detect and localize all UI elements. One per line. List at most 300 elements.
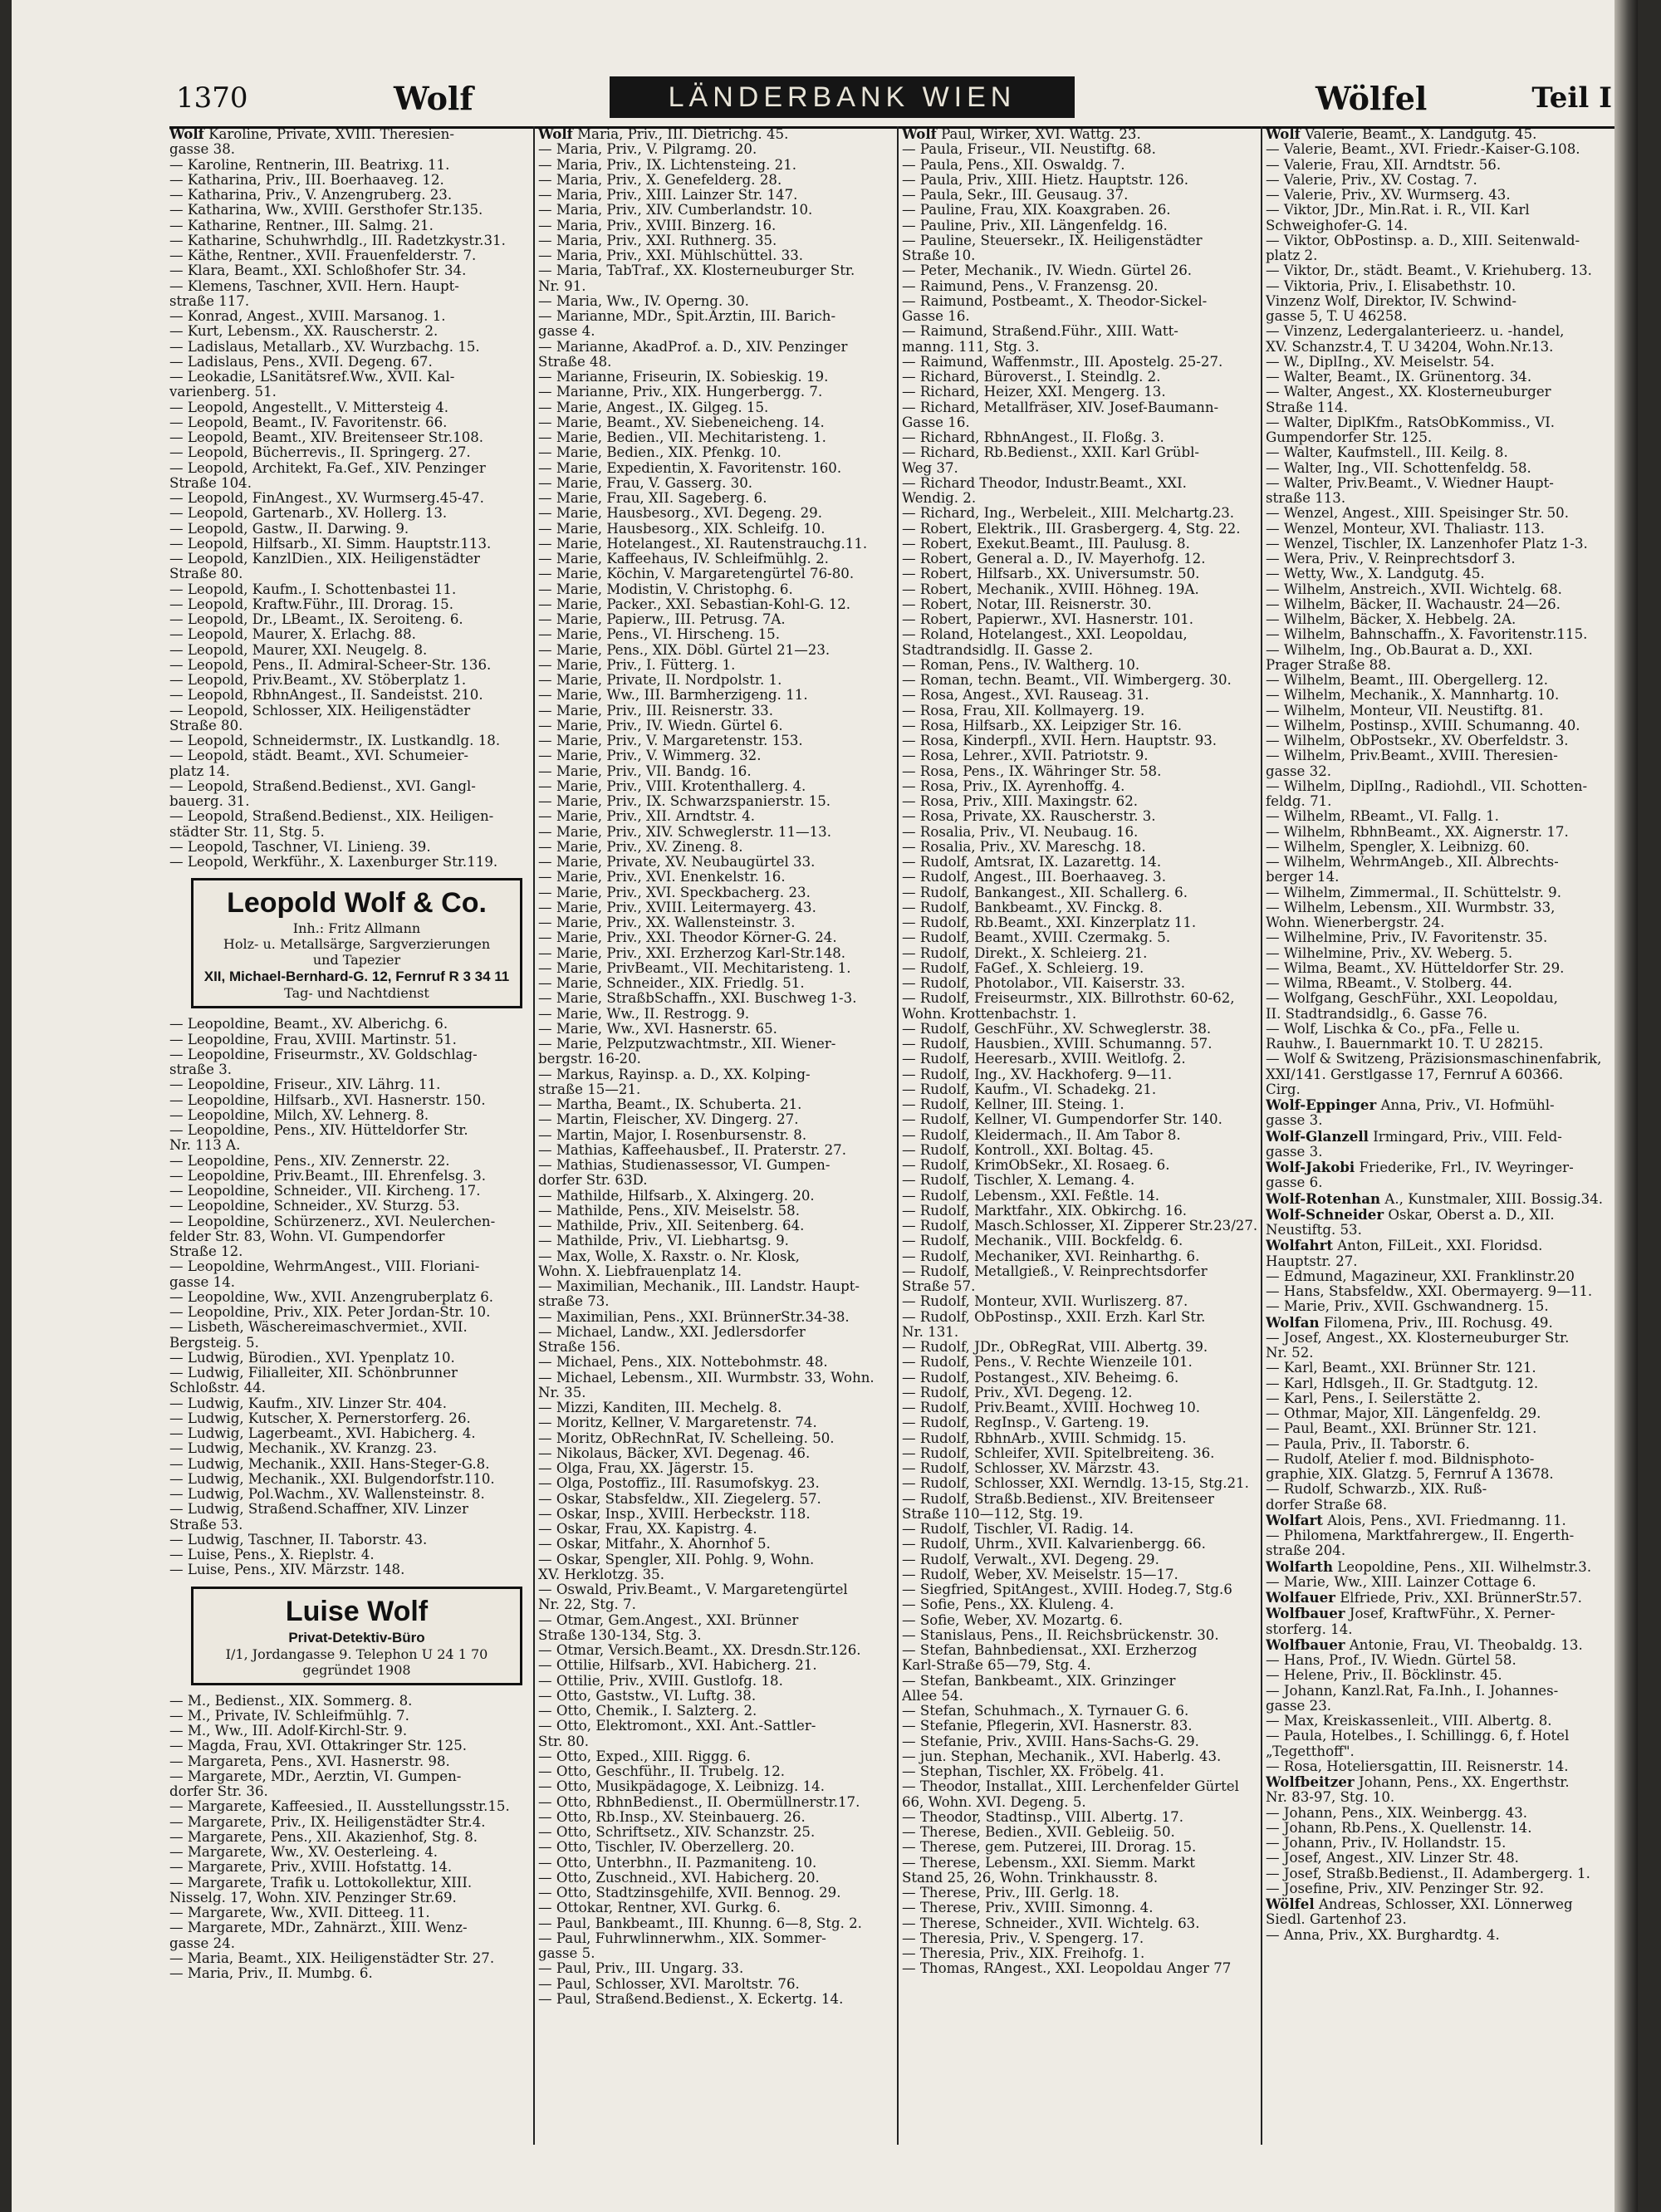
directory-entry: — Oskar, Stabsfeldw., XII. Ziegelerg. 57. bbox=[538, 1491, 821, 1507]
directory-entry: — Leopold, RbhnAngest., II. Sandeistst. 210. bbox=[169, 688, 483, 704]
directory-entry: — Leopold, Schlosser, XIX. Heiligenstädter bbox=[169, 703, 471, 719]
ad-line: I/1, Jordangasse 9. Telephon U 24 1 70 bbox=[225, 1646, 488, 1662]
directory-entry: — Leopold, Straßend.Bedienst., XVI. Gangl- bbox=[169, 778, 476, 794]
directory-entry: — Johann, Rb.Pens., X. Quellenstr. 14. bbox=[1266, 1820, 1532, 1836]
ad-line: Tag- und Nachtdienst bbox=[284, 985, 429, 1002]
directory-entry: — Katharina, Priv., III. Boerhaaveg. 12. bbox=[169, 172, 444, 188]
directory-entry: — Othmar, Major, XII. Längenfeldg. 29. bbox=[1266, 1406, 1541, 1421]
directory-entry: — Raimund, Postbeamt., X. Theodor-Sickel- bbox=[902, 293, 1208, 309]
directory-entry: — Olga, Postoffiz., III. Rasumofskyg. 23. bbox=[538, 1476, 820, 1492]
directory-entry: — Nikolaus, Bäcker, XVI. Degenag. 46. bbox=[538, 1445, 811, 1461]
directory-entry: — M., Private, IV. Schleifmühlg. 7. bbox=[169, 1708, 409, 1724]
directory-entry: — Marianne, Priv., XIX. Hungerbergg. 7. bbox=[538, 385, 823, 400]
directory-entry: — Ladislaus, Pens., XVII. Degeng. 67. bbox=[169, 354, 433, 370]
directory-entry: — Ludwig, Pol.Wachm., XV. Wallensteinstr. 8. bbox=[169, 1487, 485, 1502]
directory-entry: Rauhw., I. Bauernmarkt 10. T. U 28215. bbox=[1266, 1037, 1544, 1052]
directory-entry: — Paula, Hotelbes., I. Schillingg. 6, f. Hotel bbox=[1266, 1729, 1570, 1744]
directory-entry: Cirg. bbox=[1266, 1081, 1301, 1097]
running-head-left: Wolf bbox=[394, 80, 473, 117]
directory-entry: — Rudolf, KrimObSekr., XI. Rosaeg. 6. bbox=[902, 1158, 1170, 1173]
directory-entry: Nr. 35. bbox=[538, 1385, 586, 1400]
directory-entry: — Leopold, Taschner, VI. Linieng. 39. bbox=[169, 839, 431, 855]
directory-entry: — Wolf & Switzeng, Präzisionsmaschinenfabrik, bbox=[1266, 1052, 1602, 1067]
directory-entry: gasse 24. bbox=[169, 1935, 236, 1951]
directory-entry: — Maria, Priv., X. Genefelderg. 28. bbox=[538, 172, 782, 188]
directory-entry: — Rudolf, Schleifer, XVII. Spitelbreiteng. 36. bbox=[902, 1445, 1215, 1461]
directory-entry: — Raimund, Pens., V. Franzensg. 20. bbox=[902, 278, 1159, 294]
directory-entry: — Marie, Angest., IX. Gilgeg. 15. bbox=[538, 400, 769, 415]
directory-entry: gasse 32. bbox=[1266, 763, 1332, 779]
directory-entry: — Leopoldine, Ww., XVII. Anzengruberplatz 6. bbox=[169, 1289, 494, 1305]
directory-entry: — Moritz, Kellner, V. Margaretenstr. 74. bbox=[538, 1415, 817, 1431]
directory-entry: — Josef, Angest., XX. Klosterneuburger Str. bbox=[1266, 1330, 1570, 1346]
directory-entry: — Marie, Priv., XIV. Schweglerstr. 11—13. bbox=[538, 824, 831, 840]
directory-entry: Wolfahrt Anton, FilLeit., XXI. Floridsd. bbox=[1266, 1238, 1543, 1254]
directory-entry: — Rosalia, Priv., VI. Neubaug. 16. bbox=[902, 824, 1139, 840]
directory-entry: — Leopold, Maurer, X. Erlachg. 88. bbox=[169, 627, 416, 643]
directory-entry: — Mathilde, Priv., VI. Liebhartsg. 9. bbox=[538, 1234, 789, 1249]
directory-entry: — Johann, Kanzl.Rat, Fa.Inh., I. Johannes- bbox=[1266, 1683, 1559, 1699]
directory-entry: — Viktoria, Priv., I. Elisabethstr. 10. bbox=[1266, 278, 1516, 294]
directory-entry: Straße 57. bbox=[902, 1279, 976, 1294]
directory-entry: — Wilhelm, Bäcker, II. Wachaustr. 24—26. bbox=[1266, 596, 1561, 612]
directory-entry: — Marie, Ww., XIII. Lainzer Cottage 6. bbox=[1266, 1574, 1536, 1590]
directory-entry: — Marie, Priv., I. Fütterg. 1. bbox=[538, 657, 736, 673]
directory-entry: — Otto, Unterbhn., II. Pazmaniteng. 10. bbox=[538, 1855, 817, 1871]
directory-entry: — Karoline, Rentnerin, III. Beatrixg. 11. bbox=[169, 157, 450, 173]
directory-entry: straße 204. bbox=[1266, 1543, 1346, 1559]
directory-entry: — Paula, Priv., XIII. Hietz. Hauptstr. 126. bbox=[902, 172, 1188, 188]
directory-entry: — Stefan, Schuhmach., X. Tyrnauer G. 6. bbox=[902, 1704, 1189, 1719]
directory-entry: — Leopoldine, Friseur., XIV. Lährg. 11. bbox=[169, 1077, 441, 1093]
directory-entry: — Olga, Frau, XX. Jägerstr. 15. bbox=[538, 1461, 754, 1476]
directory-entry: — Rudolf, Priv.Beamt., XVIII. Hochweg 10. bbox=[902, 1400, 1201, 1415]
directory-entry: — Leopoldine, Hilfsarb., XVI. Hasnerstr. 150. bbox=[169, 1092, 486, 1108]
directory-entry: — Rudolf, Pens., V. Rechte Wienzeile 101. bbox=[902, 1355, 1193, 1371]
directory-entry: — Michael, Pens., XIX. Nottebohmstr. 48. bbox=[538, 1355, 828, 1371]
directory-entry: — Leopold, Priv.Beamt., XV. Stöberplatz 1. bbox=[169, 673, 467, 688]
directory-entry: — Rudolf, Lebensm., XXI. Feßtle. 14. bbox=[902, 1188, 1160, 1204]
directory-entry: — Leopoldine, Friseurmstr., XV. Goldschlag- bbox=[169, 1047, 478, 1062]
directory-entry: — Sofie, Weber, XV. Mozartg. 6. bbox=[902, 1612, 1123, 1628]
directory-entry: — Otto, Elektromont., XXI. Ant.-Sattler- bbox=[538, 1719, 816, 1734]
directory-entry: — Walter, DiplKfm., RatsObKommiss., VI. bbox=[1266, 414, 1556, 430]
directory-entry: — Rudolf, Kleidermach., II. Am Tabor 8. bbox=[902, 1127, 1181, 1143]
directory-entry: — Wenzel, Tischler, IX. Lanzenhofer Platz 1-3. bbox=[1266, 536, 1588, 552]
directory-entry: — Rosa, Hoteliersgattin, III. Reisnerstr. 14. bbox=[1266, 1758, 1569, 1774]
directory-entry: Wolf-Rotenhan A., Kunstmaler, XIII. Bossig.34. bbox=[1266, 1190, 1604, 1207]
directory-entry: — Martin, Major, I. Rosenbursenstr. 8. bbox=[538, 1127, 807, 1143]
directory-entry: Schloßstr. 44. bbox=[169, 1381, 266, 1396]
directory-entry: — Klemens, Taschner, XVII. Hern. Haupt- bbox=[169, 278, 459, 294]
directory-entry: — Rudolf, Kontroll., XXI. Boltag. 45. bbox=[902, 1142, 1154, 1158]
directory-entry: — Rudolf, Tischler, X. Lemang. 4. bbox=[902, 1173, 1135, 1189]
directory-entry: Wendig. 2. bbox=[902, 491, 977, 506]
directory-entry: — Marie, Beamt., XV. Siebeneicheng. 14. bbox=[538, 414, 825, 430]
ad-title: Luise Wolf bbox=[285, 1595, 429, 1627]
directory-entry: — Paula, Pens., XII. Oswaldg. 7. bbox=[902, 157, 1125, 173]
directory-entry: — Ludwig, Kaufm., XIV. Linzer Str. 404. bbox=[169, 1395, 447, 1411]
directory-entry: straße 73. bbox=[538, 1294, 610, 1310]
directory-entry: — Therese, gem. Putzerei, III. Drorag. 15. bbox=[902, 1840, 1197, 1856]
directory-entry: Wolfan Filomena, Priv., III. Rochusg. 49. bbox=[1266, 1314, 1553, 1331]
directory-entry: — Ludwig, Lagerbeamt., XVI. Habicherg. 4. bbox=[169, 1426, 476, 1441]
directory-entry: — Paul, Bankbeamt., III. Khunng. 6—8, Stg. 2. bbox=[538, 1915, 862, 1931]
directory-entry: Gumpendorfer Str. 125. bbox=[1266, 430, 1433, 445]
directory-entry: — Ladislaus, Metallarb., XV. Wurzbachg. 15. bbox=[169, 339, 480, 355]
directory-entry: — Marianne, MDr., Spit.Ärztin, III. Barich- bbox=[538, 309, 836, 324]
directory-entry: — Oswald, Priv.Beamt., V. Margaretengürtel bbox=[538, 1582, 848, 1597]
directory-entry: — Stanislaus, Pens., II. Reichsbrückenstr. 30. bbox=[902, 1627, 1219, 1643]
directory-entry: — Maria, Priv., IX. Lichtensteing. 21. bbox=[538, 157, 797, 173]
directory-entry: — Therese, Lebensm., XXI. Siemm. Markt bbox=[902, 1855, 1195, 1871]
directory-entry: — Marie, Ww., II. Restrogg. 9. bbox=[538, 1006, 750, 1022]
directory-entry: — Marie, Priv., XX. Wallensteinstr. 3. bbox=[538, 915, 796, 930]
directory-entry: — Marie, Priv., III. Reisnerstr. 33. bbox=[538, 703, 774, 719]
directory-entry: — Wilhelm, Mechanik., X. Mannhartg. 10. bbox=[1266, 688, 1560, 704]
directory-entry: — Ludwig, Kutscher, X. Pernerstorferg. 26. bbox=[169, 1410, 471, 1426]
directory-entry: — Wilhelm, Ing., Ob.Baurat a. D., XXI. bbox=[1266, 642, 1533, 658]
directory-entry: gasse 3. bbox=[1266, 1113, 1323, 1129]
column-3 bbox=[897, 126, 1260, 2145]
directory-entry: — Siegfried, SpitAngest., XVIII. Hodeg.7, Stg.6 bbox=[902, 1582, 1232, 1597]
directory-entry: — Leopoldine, Priv., XIX. Peter Jordan-Str. 10. bbox=[169, 1305, 491, 1320]
directory-entry: — Wenzel, Monteur, XVI. Thaliastr. 113. bbox=[1266, 521, 1545, 537]
directory-entry: Straße 114. bbox=[1266, 400, 1348, 415]
directory-entry: — Kurt, Lebensm., XX. Rauscherstr. 2. bbox=[169, 324, 439, 340]
directory-entry: — Viktor, Dr., städt. Beamt., V. Kriehuberg. 13. bbox=[1266, 263, 1592, 279]
directory-entry: — Rosalia, Priv., XV. Mareschg. 18. bbox=[902, 839, 1146, 855]
directory-entry: — Max, Wolle, X. Raxstr. o. Nr. Klosk, bbox=[538, 1248, 800, 1264]
directory-entry: Karl-Straße 65—79, Stg. 4. bbox=[902, 1658, 1091, 1674]
directory-entry: — Martha, Beamt., IX. Schuberta. 21. bbox=[538, 1097, 802, 1112]
directory-entry: — Marie, Priv., XXI. Erzherzog Karl-Str.148. bbox=[538, 945, 846, 961]
directory-entry: — Leopoldine, Schneider., VII. Kircheng. 17. bbox=[169, 1184, 481, 1199]
ad-line: Holz- u. Metallsärge, Sargverzierungen bbox=[223, 936, 491, 953]
directory-entry: — Roman, techn. Beamt., VII. Wimbergerg. 30. bbox=[902, 673, 1232, 688]
directory-entry: — Theodor, Installat., XIII. Lerchenfelder Gürtel bbox=[902, 1779, 1239, 1795]
directory-entry: — W., DiplIng., XV. Meiselstr. 54. bbox=[1266, 354, 1495, 370]
directory-entry: — Pauline, Priv., XII. Längenfeldg. 16. bbox=[902, 218, 1168, 233]
directory-entry: — Johann, Priv., IV. Hollandstr. 15. bbox=[1266, 1836, 1507, 1851]
directory-entry: — Therese, Schneider., XVII. Wichtelg. 63. bbox=[902, 1915, 1200, 1931]
directory-entry: — Markus, Rayinsp. a. D., XX. Kolping- bbox=[538, 1067, 811, 1082]
directory-entry: Wolf Valerie, Beamt., X. Landgutg. 45. bbox=[1266, 126, 1537, 142]
directory-entry: — Otto, Schriftsetz., XIV. Schanzstr. 25. bbox=[538, 1825, 816, 1840]
directory-entry: — Wilhelmine, Priv., IV. Favoritenstr. 35. bbox=[1266, 930, 1548, 946]
page-number: 1370 bbox=[176, 81, 248, 115]
directory-entry: Straße 110—112, Stg. 19. bbox=[902, 1506, 1084, 1522]
directory-entry: — Marie, Köchin, V. Margaretengürtel 76-80. bbox=[538, 566, 855, 582]
directory-entry: — jun. Stephan, Mechanik., XVI. Haberlg. 43. bbox=[902, 1749, 1222, 1764]
directory-entry: Nr. 113 A. bbox=[169, 1138, 241, 1154]
directory-page bbox=[12, 0, 1638, 2212]
directory-entry: — Ludwig, Bürodien., XVI. Ypenplatz 10. bbox=[169, 1350, 455, 1366]
directory-entry: — Marie, Private, II. Nordpolstr. 1. bbox=[538, 673, 782, 688]
directory-entry: Allee 54. bbox=[902, 1688, 963, 1704]
directory-entry: — Otto, Rb.Insp., XV. Steinbauerg. 26. bbox=[538, 1809, 806, 1825]
directory-entry: — Margarete, Priv., IX. Heiligenstädter Str.4. bbox=[169, 1814, 486, 1830]
directory-entry: — Ottokar, Rentner, XVI. Gurkg. 6. bbox=[538, 1901, 782, 1916]
directory-entry: — Marie, Priv., IX. Schwarzspanierstr. 15. bbox=[538, 794, 831, 809]
directory-entry: — Robert, Elektrik., III. Grasbergerg. 4, Stg. 22. bbox=[902, 521, 1241, 537]
directory-entry: — Rudolf, Photolabor., VII. Kaiserstr. 33. bbox=[902, 976, 1186, 991]
directory-entry: — Rudolf, Ing., XV. Hackhoferg. 9—11. bbox=[902, 1067, 1173, 1082]
directory-entry: — Marie, Pelzputzwachtmstr., XII. Wiener- bbox=[538, 1037, 836, 1052]
directory-entry: — Leopold, KanzlDien., XIX. Heiligenstädter bbox=[169, 552, 480, 566]
directory-entry: — Paula, Friseur., VII. Neustiftg. 68. bbox=[902, 142, 1156, 158]
directory-entry: — Richard, Rb.Bedienst., XXII. Karl Grübl- bbox=[902, 445, 1199, 461]
directory-entry: — Rudolf, Schlosser, XXI. Werndlg. 13-15, Stg.21. bbox=[902, 1476, 1249, 1492]
directory-entry: — Hans, Stabsfeldw., XXI. Obermayerg. 9—11. bbox=[1266, 1284, 1593, 1299]
directory-entry: — Rudolf, Atelier f. mod. Bildnisphoto- bbox=[1266, 1451, 1535, 1467]
directory-entry: Straße 48. bbox=[538, 354, 612, 370]
directory-entry: — Leopold, FinAngest., XV. Wurmserg.45-47. bbox=[169, 491, 484, 506]
directory-entry: — Marie, Pens., VI. Hirscheng. 15. bbox=[538, 627, 780, 643]
directory-entry: — Josef, Angest., XIV. Linzer Str. 48. bbox=[1266, 1851, 1519, 1866]
directory-entry: — Otto, Geschführ., II. Trubelg. 12. bbox=[538, 1764, 786, 1779]
directory-entry: — Marie, Frau, XII. Sageberg. 6. bbox=[538, 491, 767, 506]
directory-entry: graphie, XIX. Glatzg. 5, Fernruf A 13678. bbox=[1266, 1467, 1554, 1482]
directory-entry: — Ludwig, Mechanik., XXII. Hans-Steger-G.8. bbox=[169, 1456, 490, 1472]
directory-entry: — Marie, Private, XV. Neubaugürtel 33. bbox=[538, 855, 816, 870]
directory-entry: Wolfbeitzer Johann, Pens., XX. Engerthstr. bbox=[1266, 1774, 1570, 1790]
directory-entry: — Leopold, Kaufm., I. Schottenbastei 11. bbox=[169, 581, 457, 597]
directory-entry: Straße 12. bbox=[169, 1244, 243, 1259]
directory-entry: — Marie, Hotelangest., XI. Rautenstrauchg.11. bbox=[538, 536, 868, 552]
directory-entry: 66, Wohn. XVI. Degeng. 5. bbox=[902, 1794, 1086, 1810]
directory-entry: Schweighofer-G. 14. bbox=[1266, 218, 1409, 233]
directory-entry: — Mizzi, Kanditen, III. Mechelg. 8. bbox=[538, 1400, 782, 1415]
directory-entry: Neustiftg. 53. bbox=[1266, 1223, 1362, 1238]
directory-entry: — Vinzenz, Ledergalanterieerz. u. -handel, bbox=[1266, 324, 1565, 340]
directory-entry: — Leopold, Beamt., XIV. Breitenseer Str.108. bbox=[169, 430, 484, 445]
directory-entry: — Katharina, Priv., V. Anzengruberg. 23. bbox=[169, 188, 453, 203]
directory-entry: — Marie, Priv., XII. Arndtstr. 4. bbox=[538, 809, 756, 825]
directory-entry: — Marie, Priv., V. Wimmerg. 32. bbox=[538, 748, 762, 764]
directory-entry: — Marie, Pens., XIX. Döbl. Gürtel 21—23. bbox=[538, 642, 830, 658]
directory-entry: — Richard, Heizer, XXI. Mengerg. 13. bbox=[902, 385, 1166, 400]
directory-entry: Stadtrandsidlg. II. Gasse 2. bbox=[902, 642, 1094, 658]
directory-entry: Weg 37. bbox=[902, 460, 958, 476]
directory-entry: — Rudolf, Verwalt., XVI. Degeng. 29. bbox=[902, 1552, 1159, 1567]
directory-entry: — Rosa, Lehrer., XVII. Patriotstr. 9. bbox=[902, 748, 1149, 764]
directory-entry: — Leopold, Beamt., IV. Favoritenstr. 66. bbox=[169, 414, 448, 430]
directory-entry: gasse 6. bbox=[1266, 1175, 1323, 1191]
directory-entry: — Marie, Priv., V. Margaretenstr. 153. bbox=[538, 733, 803, 748]
part-label: Teil I bbox=[1531, 81, 1612, 115]
directory-entry: dorfer Str. 63D. bbox=[538, 1173, 648, 1189]
directory-entry: Wolf-Glanzell Irmingard, Priv., VIII. Feld- bbox=[1266, 1128, 1562, 1145]
column-1 bbox=[169, 126, 531, 2145]
directory-entry: — Marie, PrivBeamt., VII. Mechitaristeng. 1. bbox=[538, 960, 851, 976]
directory-entry: — Roland, Hotelangest., XXI. Leopoldau, bbox=[902, 627, 1188, 643]
directory-entry: — Marianne, Friseurin, IX. Sobieskig. 19. bbox=[538, 370, 829, 385]
directory-entry: — Marie, Bedien., XIX. Pfenkg. 10. bbox=[538, 445, 782, 461]
directory-entry: Wolf-Jakobi Friederike, Frl., IV. Weyringer- bbox=[1266, 1160, 1574, 1175]
directory-entry: — Otto, Musikpädagoge, X. Leibnizg. 14. bbox=[538, 1779, 825, 1795]
directory-entry: — Maria, Priv., V. Pilgramg. 20. bbox=[538, 142, 757, 158]
directory-entry: — Rudolf, Rb.Beamt., XXI. Kinzerplatz 11. bbox=[902, 915, 1197, 930]
directory-entry: — Ludwig, Straßend.Schaffner, XIV. Linzer bbox=[169, 1502, 468, 1518]
directory-entry: Wolfart Alois, Pens., XVI. Friedmanng. 11. bbox=[1266, 1512, 1566, 1528]
directory-entry: — Paul, Schlosser, XVI. Maroltstr. 76. bbox=[538, 1976, 800, 1992]
directory-entry: — Rudolf, Monteur, XVII. Wurliszerg. 87. bbox=[902, 1294, 1188, 1310]
directory-entry: — Karl, Beamt., XXI. Brünner Str. 121. bbox=[1266, 1361, 1536, 1376]
directory-entry: — Otto, Chemik., I. Salzterg. 2. bbox=[538, 1704, 757, 1719]
directory-entry: — Robert, Mechanik., XVIII. Höhneg. 19A. bbox=[902, 581, 1199, 597]
directory-entry: — Mathilde, Hilfsarb., X. Alxingerg. 20. bbox=[538, 1188, 815, 1204]
directory-entry: XXI/141. Gerstlgasse 17, Fernruf A 60366. bbox=[1266, 1067, 1564, 1082]
column-4 bbox=[1261, 126, 1624, 2145]
directory-entry: — Maximilian, Mechanik., III. Landstr. Haupt- bbox=[538, 1279, 860, 1294]
luise-wolf-advertisement bbox=[191, 1587, 522, 1685]
directory-entry: — Leopoldine, Schürzenerz., XVI. Neulerchen- bbox=[169, 1214, 496, 1229]
directory-entry: Straße 156. bbox=[538, 1340, 620, 1355]
directory-entry: — Robert, Papierwr., XVI. Hasnerstr. 101. bbox=[902, 612, 1194, 627]
directory-entry: — Marie, Priv., IV. Wiedn. Gürtel 6. bbox=[538, 718, 783, 733]
directory-entry: — Rudolf, RbhnArb., XVIII. Schmidg. 15. bbox=[902, 1430, 1187, 1446]
directory-entry: — Rudolf, Hausbien., XVIII. Schumanng. 57. bbox=[902, 1037, 1213, 1052]
running-head-right: Wölfel bbox=[1316, 80, 1428, 117]
directory-entry: — Margarete, MDr., Aerztin, VI. Gumpen- bbox=[169, 1768, 462, 1784]
directory-entry: — Rudolf, Heeresarb., XVIII. Weitlofg. 2. bbox=[902, 1052, 1186, 1067]
directory-entry: — Marie, Hausbesorg., XVI. Degeng. 29. bbox=[538, 506, 822, 522]
directory-entry: — Wilhelm, Bahnschaffn., X. Favoritenstr.115. bbox=[1266, 627, 1588, 643]
directory-entry: Straße 80. bbox=[169, 566, 243, 582]
directory-entry: — Leopoldine, Schneider., XV. Sturzg. 53. bbox=[169, 1199, 460, 1214]
directory-entry: — Wilhelm, Spengler, X. Leibnizg. 60. bbox=[1266, 839, 1530, 855]
directory-entry: — Theresia, Priv., XIX. Freihofg. 1. bbox=[902, 1946, 1145, 1961]
directory-entry: — Rosa, Private, XX. Rauscherstr. 3. bbox=[902, 809, 1156, 825]
directory-entry: — Paul, Fuhrwlinnerwhm., XIX. Sommer- bbox=[538, 1930, 826, 1946]
directory-entry: — Leokadie, LSanitätsref.Ww., XVII. Kal- bbox=[169, 370, 455, 385]
directory-entry: Nr. 22, Stg. 7. bbox=[538, 1597, 636, 1613]
directory-entry: — Marie, Hausbesorg., XIX. Schleifg. 10. bbox=[538, 521, 826, 537]
directory-entry: varienberg. 51. bbox=[169, 385, 277, 400]
directory-entry: — Oskar, Mitfahr., X. Ahornhof 5. bbox=[538, 1537, 771, 1552]
directory-entry: — Wilhelm, Priv.Beamt., XVIII. Theresien- bbox=[1266, 748, 1558, 764]
directory-entry: — Wilhelm, Anstreich., XVII. Wichtelg. 68. bbox=[1266, 581, 1562, 597]
directory-entry: — Rudolf, Freiseurmstr., XIX. Billrothstr. 60-62, bbox=[902, 991, 1235, 1007]
directory-entry: Wolf Karoline, Private, XVIII. Theresien- bbox=[169, 126, 454, 142]
directory-entry: — Josef, Straßb.Bedienst., II. Adambergerg. 1. bbox=[1266, 1866, 1590, 1881]
directory-entry: — Marie, Priv., VII. Bandg. 16. bbox=[538, 763, 752, 779]
directory-entry: — Stefan, Bahnbediensat., XXI. Erzherzog bbox=[902, 1643, 1198, 1658]
directory-entry: — Otto, Exped., XIII. Riggg. 6. bbox=[538, 1749, 751, 1764]
directory-entry: Gasse 16. bbox=[902, 414, 970, 430]
directory-entry: — Robert, General a. D., IV. Mayerhofg. 12. bbox=[902, 552, 1206, 566]
directory-entry: — Rudolf, Bankbeamt., XV. Finckg. 8. bbox=[902, 900, 1163, 915]
directory-entry: — Maria, Priv., XXI. Ruthnerg. 35. bbox=[538, 233, 777, 248]
directory-entry: — Rudolf, JDr., ObRegRat, VIII. Albertg. 39. bbox=[902, 1340, 1208, 1355]
directory-entry: — Karl, Pens., I. Seilerstätte 2. bbox=[1266, 1390, 1482, 1406]
directory-entry: — Rudolf, Metallgieß., V. Reinprechtsdorfer bbox=[902, 1263, 1208, 1279]
directory-entry: — Walter, Ing., VII. Schottenfeldg. 58. bbox=[1266, 460, 1531, 476]
directory-entry: — Rudolf, ObPostinsp., XXII. Erzh. Karl Str. bbox=[902, 1309, 1206, 1325]
directory-entry: dorfer Straße 68. bbox=[1266, 1497, 1388, 1513]
directory-entry: — Rudolf, GeschFühr., XV. Schweglerstr. 38. bbox=[902, 1021, 1212, 1037]
directory-entry: Straße 104. bbox=[169, 475, 252, 491]
directory-entry: Stand 25, 26, Wohn. Trinkhausstr. 8. bbox=[902, 1870, 1159, 1886]
directory-entry: — Rudolf, Marktfahr., XIX. Obkirchg. 16. bbox=[902, 1203, 1188, 1219]
directory-entry: — Lisbeth, Wäschereimaschvermiet., XVII. bbox=[169, 1320, 468, 1336]
directory-entry: — Rudolf, Kellner, VI. Gumpendorfer Str. 140. bbox=[902, 1112, 1222, 1128]
directory-entry: gasse 5. bbox=[538, 1946, 595, 1961]
directory-entry: — Marie, Kaffeehaus, IV. Schleifmühlg. 2. bbox=[538, 552, 829, 566]
directory-entry: — Rudolf, Masch.Schlosser, XI. Zipperer Str.23/27. bbox=[902, 1219, 1258, 1234]
directory-entry: Wölfel Andreas, Schlosser, XXI. Lönnerweg bbox=[1266, 1896, 1573, 1912]
directory-entry: — Marie, Frau, V. Gasserg. 30. bbox=[538, 475, 753, 491]
directory-entry: — Katharine, Schuhwrhdlg., III. Radetzkystr.31. bbox=[169, 233, 506, 248]
directory-entry: Wolf-Eppinger Anna, Priv., VI. Hofmühl- bbox=[1266, 1097, 1555, 1113]
directory-entry: — Leopoldine, Pens., XIV. Hütteldorfer Str. bbox=[169, 1123, 468, 1138]
directory-entry: Nr. 83-97, Stg. 10. bbox=[1266, 1790, 1395, 1806]
directory-entry: — Rudolf, Weber, XV. Meiselstr. 15—17. bbox=[902, 1567, 1178, 1582]
directory-entry: — Leopoldine, Frau, XVIII. Martinstr. 51. bbox=[169, 1032, 457, 1047]
directory-entry: — Leopold, Angestellt., V. Mittersteig 4. bbox=[169, 400, 449, 415]
directory-entry: — Magda, Frau, XVI. Ottakringer Str. 125. bbox=[169, 1739, 468, 1754]
directory-entry: — Leopold, Hilfsarb., XI. Simm. Hauptstr.113. bbox=[169, 536, 492, 552]
directory-entry: — Wilma, Beamt., XV. Hütteldorfer Str. 29. bbox=[1266, 960, 1565, 976]
directory-entry: platz 14. bbox=[169, 763, 230, 779]
directory-entry: — Luise, Pens., XIV. Märzstr. 148. bbox=[169, 1562, 405, 1578]
directory-entry: — Paula, Priv., II. Taborstr. 6. bbox=[1266, 1436, 1470, 1452]
directory-entry: — Rosa, Kinderpfl., XVII. Hern. Hauptstr. 93. bbox=[902, 733, 1218, 748]
directory-entry: — Oskar, Spengler, XII. Pohlg. 9, Wohn. bbox=[538, 1552, 815, 1567]
directory-entry: — M., Ww., III. Adolf-Kirchl-Str. 9. bbox=[169, 1724, 408, 1739]
directory-entry: — Otmar, Gem.Angest., XXI. Brünner bbox=[538, 1612, 799, 1628]
directory-entry: — Philomena, Marktfahrergew., II. Engerth- bbox=[1266, 1528, 1575, 1543]
directory-entry: — Richard, Ing., Werbeleit., XIII. Melchartg.23. bbox=[902, 506, 1235, 522]
directory-entry: Nisselg. 17, Wohn. XIV. Penzinger Str.69. bbox=[169, 1890, 457, 1905]
ad-line: XII, Michael-Bernhard-G. 12, Fernruf R 3 34 11 bbox=[203, 969, 510, 985]
directory-entry: bergstr. 16-20. bbox=[538, 1052, 641, 1067]
directory-entry: — Mathias, Kaffeehausbef., II. Praterstr. 27. bbox=[538, 1142, 846, 1158]
directory-entry: — Marie, Priv., XVI. Speckbacherg. 23. bbox=[538, 885, 811, 900]
ad-line: und Tapezier bbox=[312, 952, 401, 969]
directory-entry: — Leopold, Schneidermstr., IX. Lustkandlg. 18. bbox=[169, 733, 501, 748]
directory-entry: — Helene, Priv., II. Böcklinstr. 45. bbox=[1266, 1668, 1502, 1684]
directory-entry: — Wilhelm, Zimmermal., II. Schüttelstr. 9. bbox=[1266, 885, 1561, 900]
directory-entry: — Rudolf, Bankangest., XII. Schallerg. 6. bbox=[902, 885, 1188, 900]
directory-entry: — Maria, TabTraf., XX. Klosterneuburger Str. bbox=[538, 263, 855, 279]
directory-entry: — Leopold, städt. Beamt., XVI. Schumeier- bbox=[169, 748, 468, 764]
directory-entry: straße 117. bbox=[169, 293, 250, 309]
directory-entry: — Leopold, Werkführ., X. Laxenburger Str.119. bbox=[169, 855, 498, 870]
directory-entry: — Wolf, Lischka & Co., pFa., Felle u. bbox=[1266, 1021, 1521, 1037]
directory-entry: gasse 38. bbox=[169, 142, 236, 158]
directory-entry: — Maria, Priv., XXI. Mühlschüttel. 33. bbox=[538, 248, 804, 263]
directory-entry: Vinzenz Wolf, Direktor, IV. Schwind- bbox=[1266, 293, 1516, 309]
directory-entry: — Leopold, Gastw., II. Darwing. 9. bbox=[169, 521, 409, 537]
directory-entry: — Hans, Prof., IV. Wiedn. Gürtel 58. bbox=[1266, 1653, 1516, 1668]
directory-entry: — Otto, RbhnBedienst., II. Obermüllnerstr.17. bbox=[538, 1794, 860, 1810]
directory-entry: — Marie, Modistin, V. Christophg. 6. bbox=[538, 581, 793, 597]
directory-entry: — Moritz, ObRechnRat, IV. Schelleing. 50. bbox=[538, 1430, 835, 1446]
directory-entry: — Maria, Priv., XIII. Lainzer Str. 147. bbox=[538, 188, 798, 203]
directory-entry: — Theodor, Stadtinsp., VIII. Albertg. 17. bbox=[902, 1809, 1183, 1825]
directory-entry: gasse 3. bbox=[1266, 1144, 1323, 1160]
directory-entry: Wohn. X. Liebfrauenplatz 14. bbox=[538, 1263, 742, 1279]
directory-entry: — Therese, Priv., III. Gerlg. 18. bbox=[902, 1886, 1120, 1901]
ad-line: Privat-Detektiv-Büro bbox=[288, 1629, 425, 1646]
directory-entry: — M., Bedienst., XIX. Sommerg. 8. bbox=[169, 1693, 413, 1709]
directory-entry: — Marie, Bedien., VII. Mechitaristeng. 1. bbox=[538, 430, 826, 445]
directory-entry: — Maria, Priv., XVIII. Binzerg. 16. bbox=[538, 218, 777, 233]
column-2 bbox=[533, 126, 896, 2145]
directory-entry: — Leopoldine, WehrmAngest., VIII. Floriani- bbox=[169, 1259, 480, 1275]
